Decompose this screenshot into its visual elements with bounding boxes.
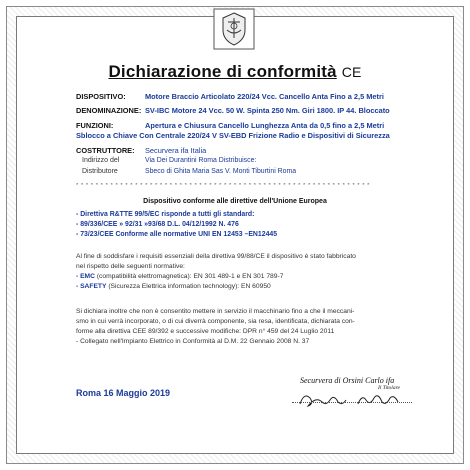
emc-line: [76, 273, 283, 280]
handwritten-signature: [296, 388, 406, 410]
costruttore-value: Securvera ifa Italia: [145, 146, 207, 155]
safety-text: (Sicurezza Elettrica information technology): EN 60950: [108, 283, 271, 290]
paragraph-2-line-2: smo in cui verrà incorporato, o di cui diverrà componente, sia resa, identificata, dichiarata con-: [76, 318, 355, 325]
funzioni-line-1: Apertura e Chiusura Cancello Lunghezza Anta da 0,5 fino a 2,5 Metri: [145, 121, 385, 130]
distributore-label: Distributore: [82, 168, 118, 175]
signature-line: [292, 402, 412, 403]
paragraph-2-line-4: - Collegato nell'Impianto Elettrico in Conformità al D.M. 22 Gennaio 2008 N. 37: [76, 338, 310, 345]
paragraph-1-line-1: Al fine di soddisfare i requisiti essenziali della direttiva 99/88/CE il dispositivo è stato fabbricato: [76, 253, 356, 260]
distributore-value: Sbeco di Ghita Maria Sas V. Monti Tiburtini Roma: [145, 168, 297, 175]
emc-text: (compatibilità elettromagnetica): EN 301 489-1 e EN 301 789-7: [96, 273, 284, 280]
asterisk-separator: ************************************************************: [76, 183, 373, 189]
paragraph-1-line-2: nel rispetto delle seguenti normative:: [76, 263, 185, 270]
funzioni-label: FUNZIONI:: [76, 121, 114, 130]
signature-company: Securvera di Orsini Carlo ifa: [300, 376, 395, 385]
paragraph-2-line-1: Si dichiara inoltre che non è consentito mettere in servizio il macchinario fino a che il meccani-: [76, 308, 355, 315]
funzioni-line-2: Sblocco a Chiave Con Centrale 220/24 V SV-EBD Frizione Radio e Dispositivi di Sicurezza: [76, 131, 390, 140]
directives-heading: Dispositivo conforme alle direttive dell'Unione Europea: [143, 198, 327, 205]
emblem-seal-icon: [213, 8, 255, 50]
safety-label: - SAFETY: [76, 283, 107, 290]
directive-line-1: - Direttiva R&TTE 99/5/EC risponde a tutti gli standard:: [76, 211, 255, 218]
signature-role: Il Titolare: [378, 385, 400, 391]
directive-line-2: - 89/336/CEE » 92/31 »93/68 D.L. 04/12/1992 N. 476: [76, 221, 239, 228]
page-title: [0, 62, 470, 82]
ce-mark-icon: CE: [341, 64, 362, 80]
dispositivo-value: Motore Braccio Articolato 220/24 Vcc. Cancello Anta Fino a 2,5 Metri: [145, 92, 384, 101]
denominazione-value: SV-IBC Motore 24 Vcc. 50 W. Spinta 250 Nm. Giri 1800. IP 44. Bloccato: [145, 106, 390, 115]
costruttore-label: COSTRUTTORE:: [76, 146, 135, 155]
directive-line-3: - 73/23/CEE Conforme alle normative UNI EN 12453 –EN12445: [76, 231, 278, 238]
denominazione-label: DENOMINAZIONE:: [76, 106, 142, 115]
title-text: Dichiarazione di conformità: [108, 62, 337, 81]
indirizzo-value: Via Dei Durantini Roma Distribuisce:: [145, 157, 257, 164]
paragraph-2-line-3: forme alla direttiva CEE 89/392 e successive modifiche: DPR n° 459 del 24 Luglio 2011: [76, 328, 335, 335]
dispositivo-label: DISPOSITIVO:: [76, 92, 126, 101]
document-date: Roma 16 Maggio 2019: [76, 388, 171, 398]
safety-line: [76, 283, 271, 290]
emc-label: - EMC: [76, 273, 95, 280]
indirizzo-label: Indirizzo del: [82, 157, 120, 164]
